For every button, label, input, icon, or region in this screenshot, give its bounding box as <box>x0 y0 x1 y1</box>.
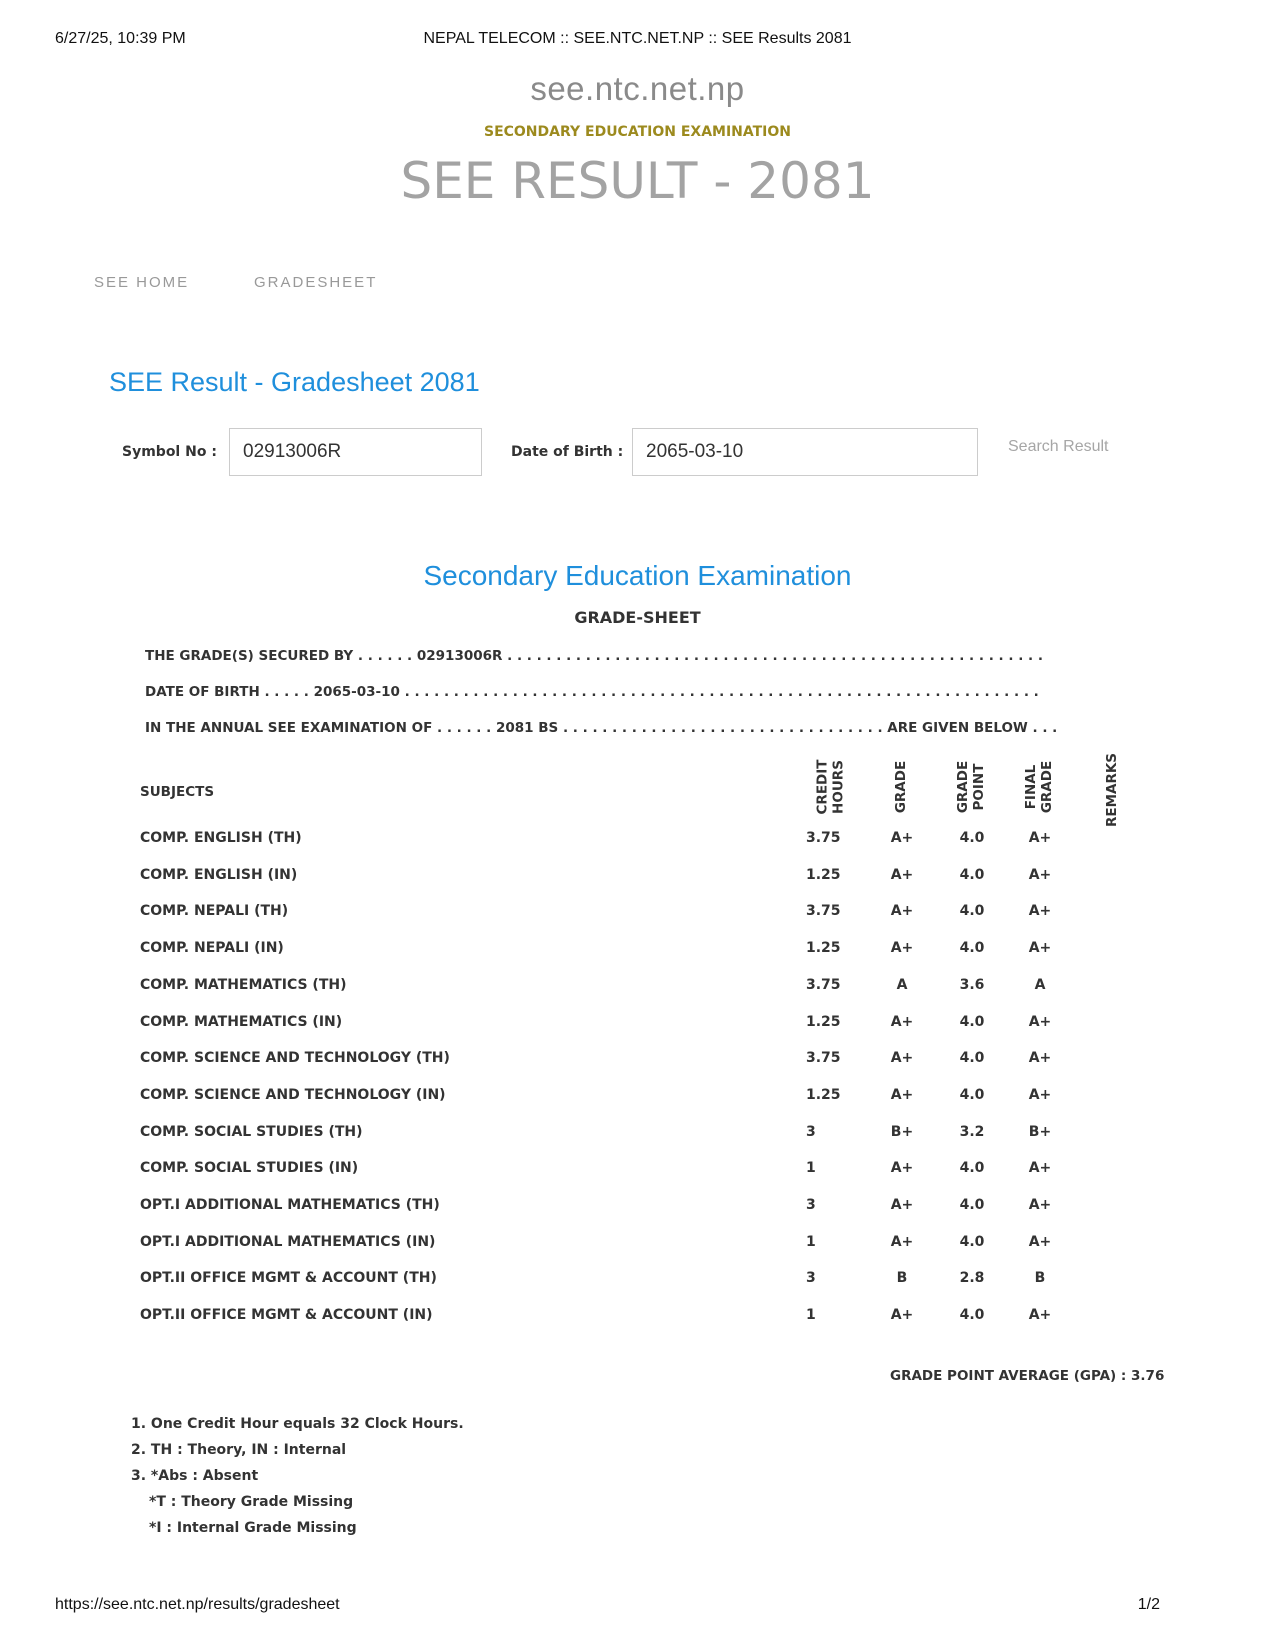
header-remarks <box>1077 752 1147 828</box>
grade-point: 4.0 <box>959 830 985 846</box>
grade: A+ <box>890 903 914 920</box>
grade-point: 4.0 <box>959 1233 985 1250</box>
symbol-no-input[interactable] <box>229 428 482 476</box>
note-item: *I : Internal Grade Missing <box>149 1520 357 1536</box>
header-credit-hours <box>795 757 865 817</box>
symbol-no-label: Symbol No : <box>122 444 217 460</box>
table-row <box>0 820 1275 857</box>
table-row <box>0 1040 1275 1077</box>
grade: A+ <box>890 830 914 846</box>
table-row <box>0 1187 1275 1224</box>
subject-name: COMP. ENGLISH (IN) <box>140 866 298 883</box>
print-url: https://see.ntc.net.np/results/gradesheet <box>55 1596 340 1613</box>
print-page-number: 1/2 <box>1137 1596 1160 1613</box>
subject-name: COMP. MATHEMATICS (IN) <box>140 1013 343 1030</box>
subject-name: OPT.II OFFICE MGMT & ACCOUNT (TH) <box>140 1270 437 1287</box>
credit-hours: 1 <box>806 1233 816 1250</box>
note-item: 3. *Abs : Absent <box>131 1468 259 1484</box>
result-heading: SEE RESULT - 2081 <box>400 152 875 210</box>
subject-name: COMP. NEPALI (IN) <box>140 940 284 957</box>
grade-point: 4.0 <box>959 940 985 957</box>
credit-hours: 1 <box>806 1160 816 1177</box>
header-remarks-text: REMARKS <box>1104 752 1120 828</box>
credit-hours: 3 <box>806 1270 816 1287</box>
table-row <box>0 1297 1275 1334</box>
grade-point: 4.0 <box>959 1307 985 1324</box>
grade-point: 4.0 <box>959 1086 985 1103</box>
subject-name: COMP. ENGLISH (TH) <box>140 830 302 846</box>
final-grade: A+ <box>1028 903 1052 920</box>
final-grade: A+ <box>1028 1197 1052 1213</box>
grade: A+ <box>890 866 914 883</box>
grade: A+ <box>890 940 914 957</box>
print-page-title: NEPAL TELECOM :: SEE.NTC.NET.NP :: SEE Results 2081 <box>423 30 852 47</box>
grade: A+ <box>890 1307 914 1324</box>
header-subjects: SUBJECTS <box>140 784 215 800</box>
table-row <box>0 1224 1275 1261</box>
credit-hours: 1.25 <box>806 1086 841 1103</box>
dob-label: Date of Birth : <box>511 444 624 460</box>
subject-name: COMP. SCIENCE AND TECHNOLOGY (TH) <box>140 1050 450 1067</box>
credit-hours: 1.25 <box>806 866 841 883</box>
header-final-grade-text: FINAL GRADE <box>1022 760 1055 814</box>
site-subtitle: SECONDARY EDUCATION EXAMINATION <box>483 124 792 140</box>
table-row <box>0 930 1275 967</box>
table-row <box>0 1150 1275 1187</box>
search-result-button[interactable]: Search Result <box>1008 438 1109 455</box>
final-grade: A+ <box>1028 1307 1052 1324</box>
annual-exam-line: IN THE ANNUAL SEE EXAMINATION OF . . . . . . 2081 BS . . . . . . . . . . . . . . . . . . . . . . . . . . . . . . . . . ARE GIVEN BELOW . . . <box>145 720 1058 736</box>
subject-name: COMP. SCIENCE AND TECHNOLOGY (IN) <box>140 1086 446 1103</box>
grade-point: 4.0 <box>959 1013 985 1030</box>
credit-hours: 1.25 <box>806 1013 841 1030</box>
grade: A+ <box>890 1013 914 1030</box>
table-row <box>0 1260 1275 1297</box>
exam-title: Secondary Education Examination <box>423 560 852 591</box>
grade-point: 4.0 <box>959 903 985 920</box>
subject-name: OPT.I ADDITIONAL MATHEMATICS (TH) <box>140 1197 440 1213</box>
table-row <box>0 893 1275 930</box>
grade: B+ <box>890 1123 914 1140</box>
subject-name: COMP. SOCIAL STUDIES (IN) <box>140 1160 359 1177</box>
credit-hours: 3 <box>806 1197 816 1213</box>
form-title: SEE Result - Gradesheet 2081 <box>109 367 480 397</box>
grade: A+ <box>890 1086 914 1103</box>
credit-hours: 3.75 <box>806 1050 841 1067</box>
table-row <box>0 1077 1275 1114</box>
credit-hours: 1 <box>806 1307 816 1324</box>
grade: A <box>896 976 908 993</box>
final-grade: A+ <box>1028 1160 1052 1177</box>
header-grade-point-text: GRADE POINT <box>954 760 987 814</box>
grade-point: 4.0 <box>959 1160 985 1177</box>
credit-hours: 3.75 <box>806 830 841 846</box>
final-grade: A+ <box>1028 1233 1052 1250</box>
grade: B <box>896 1270 908 1287</box>
note-item: *T : Theory Grade Missing <box>149 1494 354 1510</box>
subject-name: COMP. NEPALI (TH) <box>140 903 289 920</box>
secured-by-line: THE GRADE(S) SECURED BY . . . . . . 02913006R . . . . . . . . . . . . . . . . . . . . . . . . . . . . . . . . . . . . . . . . . . . . . . . . . . . . . . . <box>145 648 1043 664</box>
table-row <box>0 1114 1275 1151</box>
subject-name: OPT.I ADDITIONAL MATHEMATICS (IN) <box>140 1233 436 1250</box>
final-grade: A+ <box>1028 830 1052 846</box>
print-date: 6/27/25, 10:39 PM <box>55 30 186 47</box>
grade: A+ <box>890 1197 914 1213</box>
grade: A+ <box>890 1160 914 1177</box>
subject-name: OPT.II OFFICE MGMT & ACCOUNT (IN) <box>140 1307 433 1324</box>
header-grade-point <box>936 757 1006 817</box>
header-grade-text: GRADE <box>892 760 909 814</box>
final-grade: A+ <box>1028 1013 1052 1030</box>
gradesheet-label: GRADE-SHEET <box>574 608 701 627</box>
final-grade: A <box>1034 976 1046 993</box>
dob-line: DATE OF BIRTH . . . . . 2065-03-10 . . . . . . . . . . . . . . . . . . . . . . . . . . . . . . . . . . . . . . . . . . . . . . . . . . . . . . . . . . . . . . . . . <box>145 684 1039 700</box>
final-grade: B <box>1034 1270 1046 1287</box>
header-final-grade <box>1004 757 1074 817</box>
grade-point: 4.0 <box>959 866 985 883</box>
gpa-summary: GRADE POINT AVERAGE (GPA) : 3.76 <box>890 1368 1165 1384</box>
table-row <box>0 857 1275 894</box>
header-grade <box>866 757 936 817</box>
subject-name: COMP. SOCIAL STUDIES (TH) <box>140 1123 363 1140</box>
credit-hours: 3.75 <box>806 976 841 993</box>
final-grade: A+ <box>1028 866 1052 883</box>
note-item: 2. TH : Theory, IN : Internal <box>131 1442 347 1458</box>
nav-gradesheet[interactable]: GRADESHEET <box>254 274 378 291</box>
final-grade: A+ <box>1028 1050 1052 1067</box>
credit-hours: 1.25 <box>806 940 841 957</box>
grade: A+ <box>890 1050 914 1067</box>
grade-point: 2.8 <box>959 1270 985 1287</box>
final-grade: A+ <box>1028 1086 1052 1103</box>
dob-input[interactable] <box>632 428 978 476</box>
nav-see-home[interactable]: SEE HOME <box>94 274 190 291</box>
grade: A+ <box>890 1233 914 1250</box>
table-row <box>0 967 1275 1004</box>
table-row <box>0 1004 1275 1041</box>
final-grade: B+ <box>1028 1123 1052 1140</box>
grade-point: 3.6 <box>959 976 985 993</box>
grade-point: 3.2 <box>959 1123 985 1140</box>
note-item: 1. One Credit Hour equals 32 Clock Hours. <box>131 1416 464 1432</box>
grade-point: 4.0 <box>959 1050 985 1067</box>
subject-name: COMP. MATHEMATICS (TH) <box>140 976 347 993</box>
site-name: see.ntc.net.np <box>530 70 745 107</box>
final-grade: A+ <box>1028 940 1052 957</box>
credit-hours: 3 <box>806 1123 816 1140</box>
header-credit-hours-text: CREDIT HOURS <box>814 759 846 815</box>
grade-point: 4.0 <box>959 1197 985 1213</box>
credit-hours: 3.75 <box>806 903 841 920</box>
